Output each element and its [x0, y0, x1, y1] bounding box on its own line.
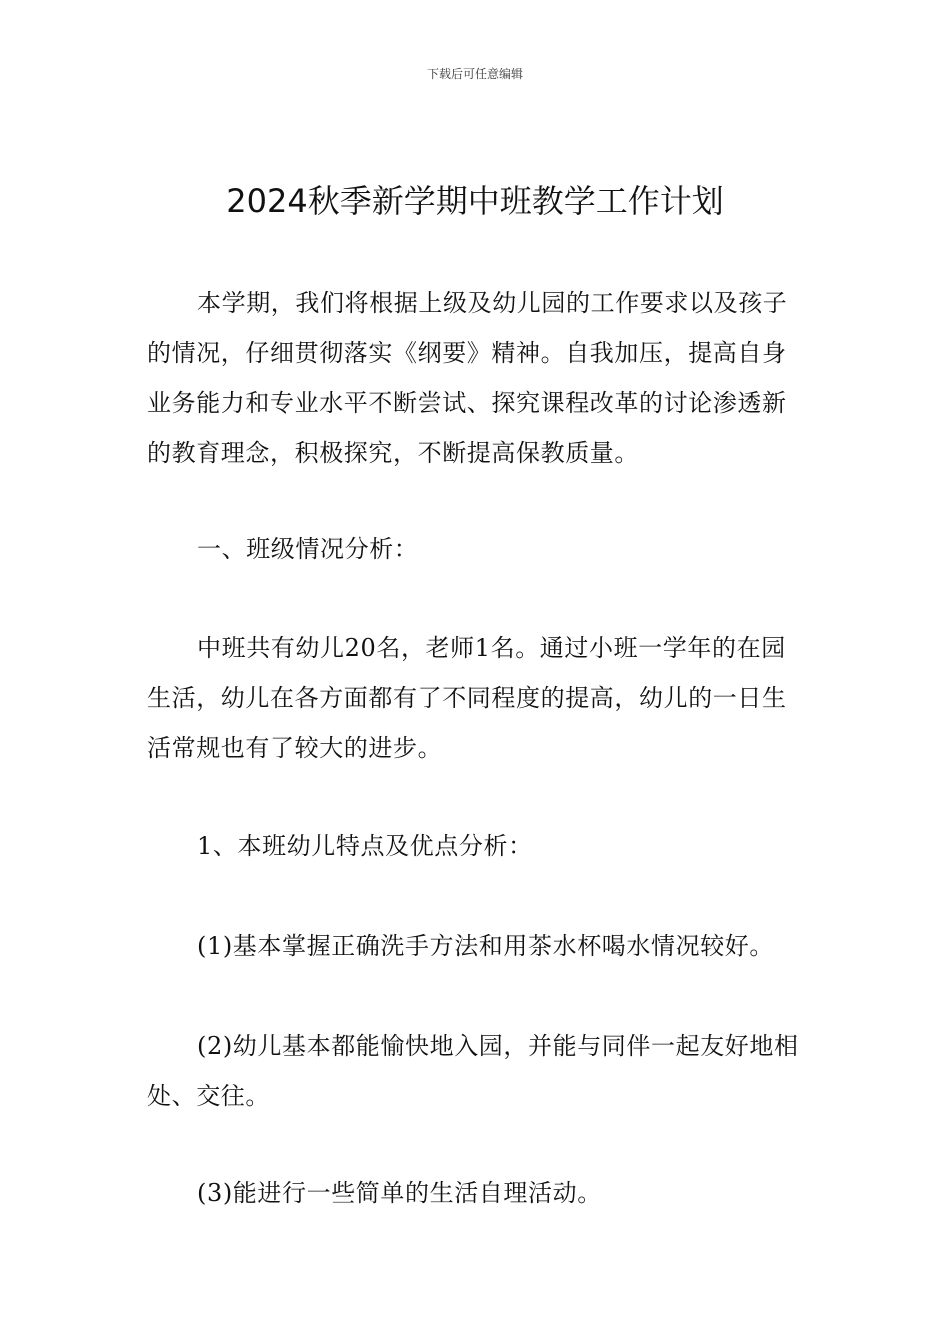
subsection-heading-strengths: 1、本班幼儿特点及优点分析：: [197, 832, 533, 860]
strength-item-2: (2)幼儿基本都能愉快地入园，并能与同伴一起友好地相处、交往。: [147, 1032, 799, 1110]
section-heading-class-analysis: 一、班级情况分析：: [197, 535, 419, 563]
header-note: 下载后可任意编辑: [426, 67, 523, 81]
strength-item-1: (1)基本掌握正确洗手方法和用茶水杯喝水情况较好。: [197, 932, 774, 960]
class-overview-paragraph: 中班共有幼儿20名，老师1名。通过小班一学年的在园生活，幼儿在各方面都有了不同程度的提高，幼儿的一日生活常规也有了较大的进步。: [147, 634, 787, 762]
document-title: 2024秋季新学期中班教学工作计划: [226, 182, 724, 220]
intro-paragraph: 本学期，我们将根据上级及幼儿园的工作要求以及孩子的情况，仔细贯彻落实《纲要》精神。自我加压，提高自身业务能力和专业水平不断尝试、探究课程改革的讨论渗透新的教育理念，积极探究，不断提高保教质量。: [147, 289, 788, 467]
strength-item-3: (3)能进行一些简单的生活自理活动。: [197, 1179, 602, 1207]
